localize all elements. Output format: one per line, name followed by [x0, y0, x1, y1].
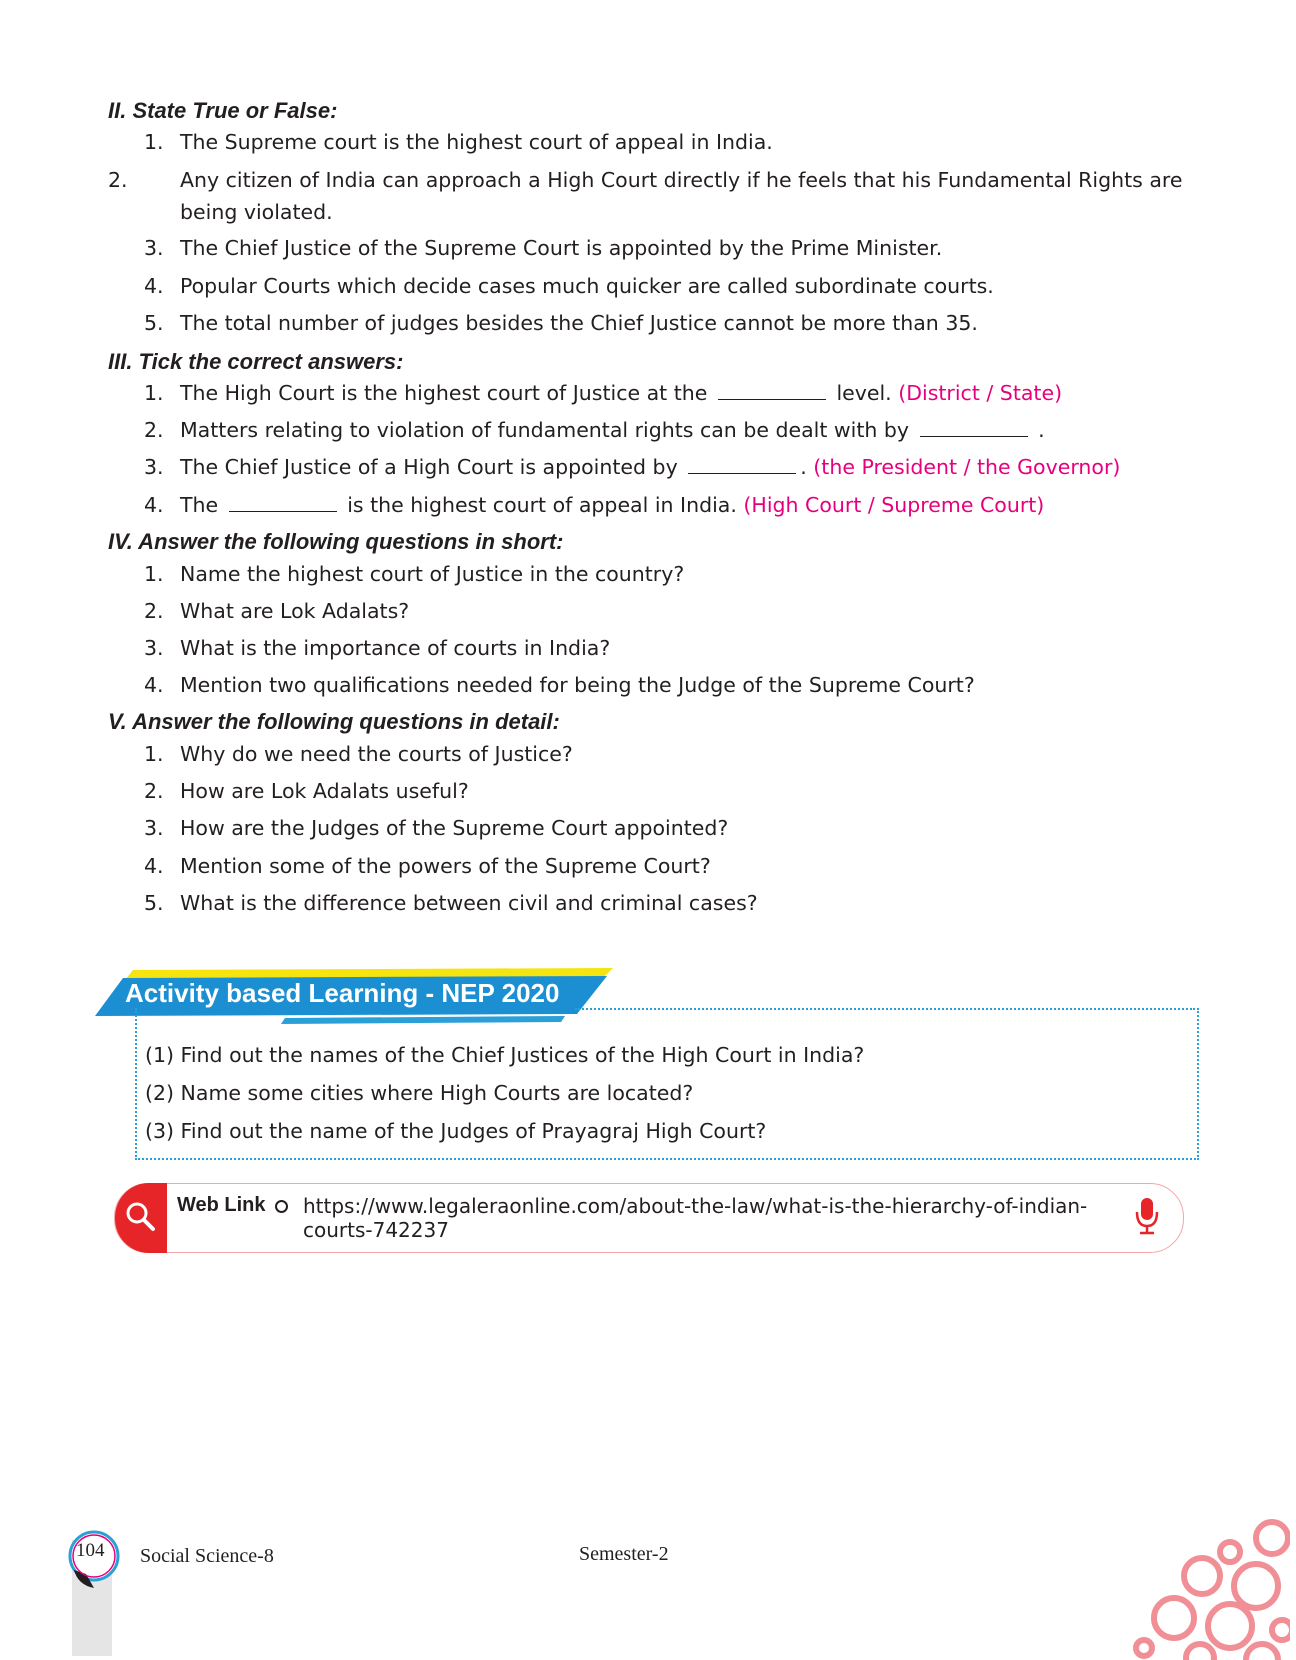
semester-label: Semester-2	[579, 1543, 669, 1565]
list-item: 4. The is the highest court of appeal in India. (High Court / Supreme Court)	[144, 493, 1045, 517]
activity-item: (1) Find out the names of the Chief Justices of the High Court in India?	[145, 1043, 865, 1067]
list-item: 3. How are the Judges of the Supreme Court appointed?	[144, 816, 729, 840]
list-item: 3. The Chief Justice of the Supreme Court is appointed by the Prime Minister.	[144, 236, 943, 260]
list-item: 5. What is the difference between civil and criminal cases?	[144, 891, 758, 915]
book-title: Social Science-8	[140, 1545, 274, 1567]
activity-item: (2) Name some cities where High Courts are located?	[145, 1081, 694, 1105]
answer-blank	[229, 491, 337, 512]
list-item: 3. The Chief Justice of a High Court is appointed by . (the President / the Governor)	[144, 455, 1121, 479]
list-item: 1. The Supreme court is the highest court of appeal in India.	[144, 130, 773, 154]
list-item: 4. Mention some of the powers of the Supreme Court?	[144, 854, 711, 878]
section-heading-true-false: II. State True or False:	[108, 98, 338, 123]
section-heading-detail: V. Answer the following questions in detail:	[108, 709, 560, 734]
web-link-url[interactable]: https://www.legaleraonline.com/about-the-law/what-is-the-hierarchy-of-indian- courts-742237	[303, 1194, 1088, 1242]
list-item: 1. The High Court is the highest court of Justice at the level. (District / State)	[144, 381, 1063, 405]
page-number: 104	[76, 1540, 105, 1561]
answer-options: (the President / the Governor)	[813, 455, 1121, 479]
web-link-cap	[115, 1183, 167, 1253]
list-item: 4. Mention two qualifications needed for being the Judge of the Supreme Court?	[144, 673, 975, 697]
list-item: 5. The total number of judges besides the Chief Justice cannot be more than 35.	[144, 311, 978, 335]
answer-blank	[688, 453, 796, 474]
list-item: 2. What are Lok Adalats?	[144, 599, 410, 623]
search-icon	[115, 1183, 167, 1253]
list-item: 2. Matters relating to violation of fundamental rights can be dealt with by .	[144, 418, 1045, 442]
list-item: 2. Any citizen of India can approach a High Court directly if he feels that his Fundamental Rights are being violated.	[108, 168, 1183, 224]
section-heading-tick: III. Tick the correct answers:	[108, 349, 404, 374]
answer-blank	[920, 416, 1028, 437]
activity-title: Activity based Learning - NEP 2020	[125, 978, 560, 1008]
list-item: 1. Why do we need the courts of Justice?	[144, 742, 573, 766]
activity-item: (3) Find out the name of the Judges of Prayagraj High Court?	[145, 1119, 767, 1143]
list-item: 4. Popular Courts which decide cases much quicker are called subordinate courts.	[144, 274, 994, 298]
list-item: 2. How are Lok Adalats useful?	[144, 779, 469, 803]
section-heading-short: IV. Answer the following questions in short:	[108, 529, 564, 554]
web-link-label: Web Link	[177, 1194, 266, 1216]
list-item: 1. Name the highest court of Justice in the country?	[144, 562, 685, 586]
bullet-icon	[275, 1200, 288, 1213]
answer-options: (High Court / Supreme Court)	[743, 493, 1045, 517]
web-link-bar[interactable]	[114, 1183, 1184, 1253]
answer-options: (District / State)	[898, 381, 1063, 405]
list-item: 3. What is the importance of courts in India?	[144, 636, 611, 660]
microphone-icon[interactable]	[1135, 1198, 1159, 1238]
answer-blank	[718, 379, 826, 400]
decorative-circles	[1130, 1510, 1290, 1660]
